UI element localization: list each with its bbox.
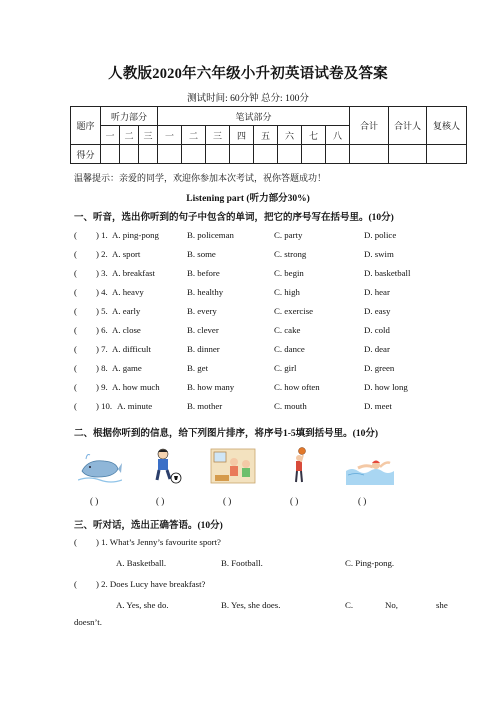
tixu-header: 题序: [71, 107, 101, 145]
option-a: A. sport: [112, 249, 141, 259]
question-row: [74, 344, 474, 358]
question-row: [74, 230, 474, 244]
writing-col: 一: [158, 126, 182, 145]
item-number: ) 7.: [96, 344, 108, 354]
score-cell[interactable]: [101, 145, 120, 164]
item-number: ) 4.: [96, 287, 108, 297]
score-cell[interactable]: [120, 145, 139, 164]
answer-paren[interactable]: (: [74, 401, 77, 411]
listening-header: 听力部分: [101, 107, 158, 126]
score-cell[interactable]: [350, 145, 389, 164]
question-row: [74, 363, 474, 377]
option-b: B. every: [187, 306, 217, 316]
option-d: D. meet: [364, 401, 392, 411]
q3-1-option-c: C. Ping-pong.: [345, 558, 395, 568]
page-title: 人教版2020年六年级小升初英语试卷及答案: [108, 66, 388, 82]
item-number: ) 10.: [96, 401, 113, 411]
option-b: B. policeman: [187, 230, 234, 240]
option-c: C. cake: [274, 325, 301, 335]
option-b: B. healthy: [187, 287, 224, 297]
option-b: B. mother: [187, 401, 223, 411]
writing-col: 七: [302, 126, 326, 145]
writing-col: 六: [278, 126, 302, 145]
option-c: C. how often: [274, 382, 320, 392]
order-blank[interactable]: ( ): [290, 496, 299, 506]
writing-col: 三: [206, 126, 230, 145]
option-c: C. strong: [274, 249, 307, 259]
option-a: A. early: [112, 306, 141, 316]
answer-paren[interactable]: (: [74, 382, 77, 392]
q3-2-option-c-word: No,: [385, 600, 398, 610]
kids-room-icon: [210, 447, 256, 485]
listening-col: 二: [120, 126, 139, 145]
order-blank[interactable]: ( ): [156, 496, 165, 506]
section2-heading: 二、根据你听到的信息，给下列图片排序，将序号1-5填到括号里。(10分): [74, 429, 378, 439]
part-heading: Listening part (听力部分30%): [186, 194, 310, 204]
option-a: A. difficult: [112, 344, 151, 354]
option-c: C. dance: [274, 344, 305, 354]
option-b: B. clever: [187, 325, 219, 335]
option-c: C. girl: [274, 363, 297, 373]
writing-col: 八: [326, 126, 350, 145]
question-row: [74, 325, 474, 339]
answer-paren[interactable]: (: [74, 230, 77, 240]
option-d: D. cold: [364, 325, 390, 335]
q3-1-question: ) 1. What’s Jenny’s favourite sport?: [96, 537, 221, 547]
option-a: A. minute: [117, 401, 153, 411]
answer-paren[interactable]: (: [74, 325, 77, 335]
tip-text: 温馨提示：亲爱的同学，欢迎你参加本次考试，祝你答题成功！: [74, 173, 327, 183]
writing-col: 二: [182, 126, 206, 145]
answer-paren[interactable]: (: [74, 287, 77, 297]
order-blank[interactable]: ( ): [90, 496, 99, 506]
q3-2-option-a: A. Yes, she do.: [116, 600, 169, 610]
score-cell[interactable]: [389, 145, 427, 164]
q3-2-question: ) 2. Does Lucy have breakfast?: [96, 579, 206, 589]
option-b: B. get: [187, 363, 209, 373]
option-d: D. swim: [364, 249, 394, 259]
defen-label: 得分: [71, 145, 101, 164]
total-header: 合计: [350, 107, 389, 145]
item-number: ) 2.: [96, 249, 108, 259]
q3-2-option-c-word: doesn’t.: [74, 617, 102, 627]
answer-paren[interactable]: (: [74, 363, 77, 373]
option-a: A. breakfast: [112, 268, 155, 278]
score-cell[interactable]: [206, 145, 230, 164]
option-a: A. ping-pong: [112, 230, 159, 240]
option-b: B. before: [187, 268, 220, 278]
question-row: [74, 268, 474, 282]
option-a: A. close: [112, 325, 141, 335]
answer-paren[interactable]: (: [74, 249, 77, 259]
q3-2-option-c-word: she: [436, 600, 448, 610]
option-a: A. heavy: [112, 287, 144, 297]
reviewer-header: 复核人: [427, 107, 467, 145]
score-cell[interactable]: [278, 145, 302, 164]
q3-1-option-a: A. Basketball.: [116, 558, 167, 568]
option-b: B. how many: [187, 382, 235, 392]
basketball-player-icon: [288, 447, 310, 485]
q3-1-paren[interactable]: (: [74, 537, 77, 547]
q3-1-option-b: B. Football.: [221, 558, 263, 568]
answer-paren[interactable]: (: [74, 306, 77, 316]
score-cell[interactable]: [158, 145, 182, 164]
score-cell[interactable]: [230, 145, 254, 164]
writing-col: 五: [254, 126, 278, 145]
score-cell[interactable]: [302, 145, 326, 164]
writing-col: 四: [230, 126, 254, 145]
listening-col: 三: [139, 126, 158, 145]
option-a: A. game: [112, 363, 142, 373]
score-cell[interactable]: [139, 145, 158, 164]
question-row: [74, 306, 474, 320]
section3-heading: 三、听对话，选出正确答语。(10分): [74, 521, 223, 531]
option-d: D. police: [364, 230, 397, 240]
item-number: ) 9.: [96, 382, 108, 392]
item-number: ) 5.: [96, 306, 108, 316]
item-number: ) 3.: [96, 268, 108, 278]
item-number: ) 8.: [96, 363, 108, 373]
q3-2-paren[interactable]: (: [74, 579, 77, 589]
option-c: C. begin: [274, 268, 304, 278]
item-number: ) 6.: [96, 325, 108, 335]
question-row: [74, 287, 474, 301]
item-number: ) 1.: [96, 230, 108, 240]
answer-paren[interactable]: (: [74, 268, 77, 278]
option-d: D. how long: [364, 382, 408, 392]
order-blank[interactable]: ( ): [358, 496, 367, 506]
option-c: C. party: [274, 230, 303, 240]
section1-heading: 一、听音，选出你听到的句子中包含的单词，把它的序号写在括号里。(10分): [74, 213, 394, 223]
option-a: A. how much: [112, 382, 160, 392]
option-d: D. green: [364, 363, 395, 373]
question-row: [74, 401, 474, 415]
scorer-header: 合计人: [389, 107, 427, 145]
writing-header: 笔试部分: [158, 107, 350, 126]
score-table: [70, 106, 467, 164]
option-d: D. dear: [364, 344, 390, 354]
score-cell[interactable]: [427, 145, 467, 164]
question-row: [74, 249, 474, 263]
option-c: C. exercise: [274, 306, 314, 316]
option-c: C. mouth: [274, 401, 307, 411]
q3-2-option-c: C.: [345, 600, 354, 610]
option-c: C. high: [274, 287, 300, 297]
whale-icon: [78, 447, 122, 485]
option-b: B. dinner: [187, 344, 220, 354]
option-d: D. hear: [364, 287, 390, 297]
exam-info: 测试时间: 60分钟 总分: 100分: [187, 94, 309, 104]
score-cell[interactable]: [326, 145, 350, 164]
q3-2-option-b: B. Yes, she does.: [221, 600, 281, 610]
answer-paren[interactable]: (: [74, 344, 77, 354]
option-b: B. some: [187, 249, 216, 259]
swimmer-icon: [346, 447, 394, 485]
listening-col: 一: [101, 126, 120, 145]
score-cell[interactable]: [182, 145, 206, 164]
option-d: D. basketball: [364, 268, 411, 278]
question-row: [74, 382, 474, 396]
option-d: D. easy: [364, 306, 391, 316]
score-cell[interactable]: [254, 145, 278, 164]
boy-soccer-icon: [146, 447, 186, 485]
order-blank[interactable]: ( ): [223, 496, 232, 506]
